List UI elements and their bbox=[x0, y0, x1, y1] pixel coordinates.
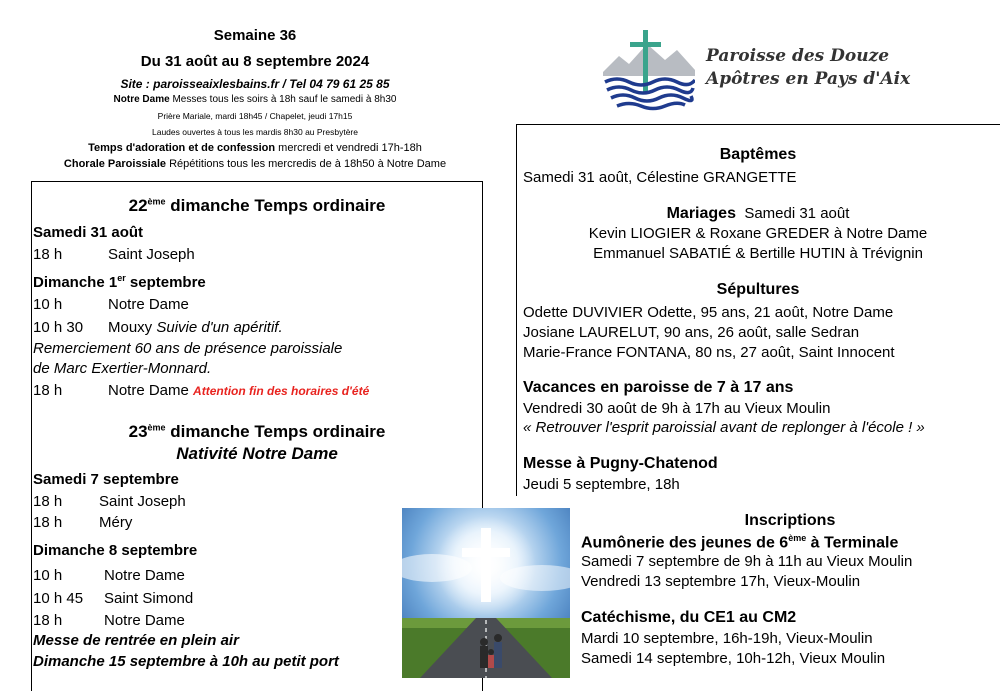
vacances-quote: « Retrouver l'esprit paroissial avant de replonger à l'école ! » bbox=[523, 419, 925, 436]
baptemes-title: Baptêmes bbox=[719, 146, 797, 163]
sunday23-sunday-label: Dimanche 8 septembre bbox=[33, 542, 198, 559]
sunday23-mass-1: 10 h Notre Dame bbox=[33, 567, 185, 584]
summer-hours-alert: Attention fin des horaires d'été bbox=[193, 384, 370, 398]
sepulture-2: Josiane LAURELUT, 90 ans, 26 août, salle Sedran bbox=[523, 324, 860, 341]
adoration-line: Temps d'adoration et de confession mercredi et vendredi 17h-18h bbox=[88, 142, 422, 154]
sunday22-mass-1: 10 h Notre Dame bbox=[33, 296, 189, 313]
sunday22-saturday-mass: 18 h Saint Joseph bbox=[33, 246, 195, 263]
catechisme-title: Catéchisme, du CE1 au CM2 bbox=[581, 609, 797, 626]
masses-line: Notre Dame Messes tous les soirs à 18h sauf le samedi à 8h30 bbox=[113, 94, 397, 105]
sunday23-subtitle: Nativité Notre Dame bbox=[176, 444, 338, 463]
date-range: Du 31 août au 8 septembre 2024 bbox=[140, 53, 370, 70]
choir-line: Chorale Paroissiale Répétitions tous les mercredis de à 18h50 à Notre Dame bbox=[63, 158, 447, 170]
cross-horizontal bbox=[630, 42, 661, 47]
sunday23-saturday-mass-2: 18 h Méry bbox=[33, 514, 133, 531]
outdoor-mass-date: Dimanche 15 septembre à 10h au petit port bbox=[33, 653, 339, 670]
sepulture-3: Marie-France FONTANA, 80 ns, 27 août, Saint Innocent bbox=[523, 344, 895, 361]
sunday22-mass-2-note-2: de Marc Exertier-Monnard. bbox=[33, 360, 212, 377]
mountain-shape bbox=[603, 44, 695, 76]
pugny-date: Jeudi 5 septembre, 18h bbox=[523, 476, 680, 493]
sunday23-mass-3: 18 h Notre Dame bbox=[33, 612, 185, 629]
week-title: Semaine 36 bbox=[213, 27, 297, 44]
sunday23-title: 23ème dimanche Temps ordinaire bbox=[128, 422, 386, 441]
cross-photo bbox=[402, 508, 570, 678]
mariage-2: Emmanuel SABATIÉ & Bertille HUTIN à Trévignin bbox=[593, 245, 923, 262]
bulletin-header bbox=[30, 26, 480, 172]
sunday23-mass-2: 10 h 45 Saint Simond bbox=[33, 590, 194, 607]
parish-name: Paroisse des Douze Apôtres en Pays d'Aix bbox=[706, 46, 911, 89]
vacances-title: Vacances en paroisse de 7 à 17 ans bbox=[523, 379, 794, 396]
site-contact: Site : paroisseaixlesbains.fr / Tel 04 79 61 25 85 bbox=[120, 77, 390, 91]
outdoor-mass-title: Messe de rentrée en plein air bbox=[33, 632, 239, 649]
sunday22-mass-3: 18 h Notre Dame Attention fin des horaires d'été bbox=[33, 382, 370, 399]
sepulture-1: Odette DUVIVIER Odette, 95 ans, 21 août, Notre Dame bbox=[523, 304, 894, 321]
sunday22-sunday-label: Dimanche 1er septembre bbox=[33, 273, 206, 291]
catechisme-date-2: Samedi 14 septembre, 10h-12h, Vieux Moulin bbox=[581, 650, 886, 667]
mariage-1: Kevin LIOGIER & Roxane GREDER à Notre Dame bbox=[588, 225, 928, 242]
pugny-title: Messe à Pugny-Chatenod bbox=[523, 455, 718, 472]
aumonerie-date-2: Vendredi 13 septembre 17h, Vieux-Moulin bbox=[581, 573, 861, 590]
sunday22-saturday-label: Samedi 31 août bbox=[33, 224, 144, 241]
glowing-cross bbox=[481, 528, 491, 602]
aumonerie-date-1: Samedi 7 septembre de 9h à 11h au Vieux Moulin bbox=[581, 553, 913, 570]
sepultures-title: Sépultures bbox=[716, 281, 800, 298]
prayer-line: Prière Mariale, mardi 18h45 / Chapelet, jeudi 17h15 bbox=[157, 111, 353, 121]
sunday23-saturday-mass-1: 18 h Saint Joseph bbox=[33, 493, 186, 510]
inscriptions-title: Inscriptions bbox=[744, 512, 836, 529]
catechisme-date-1: Mardi 10 septembre, 16h-19h, Vieux-Moulin bbox=[581, 630, 873, 647]
aumonerie-title: Aumônerie des jeunes de 6ème à Terminale bbox=[581, 533, 899, 552]
sunday22-mass-2-note-1: Remerciement 60 ans de présence paroissiale bbox=[33, 340, 343, 357]
vacances-date: Vendredi 30 août de 9h à 17h au Vieux Moulin bbox=[523, 400, 831, 417]
sunday22-mass-2: 10 h 30 Mouxy Suivie d'un apéritif. bbox=[33, 319, 283, 336]
sunday23-saturday-label: Samedi 7 septembre bbox=[33, 471, 179, 488]
parish-logo-icon bbox=[603, 26, 695, 112]
mariages-heading: Mariages Samedi 31 août bbox=[666, 205, 850, 222]
lauds-line: Laudes ouvertes à tous les mardis 8h30 au Presbytère bbox=[151, 127, 358, 137]
sunday22-title: 22ème dimanche Temps ordinaire bbox=[128, 196, 386, 215]
baptemes-line: Samedi 31 août, Célestine GRANGETTE bbox=[523, 169, 797, 186]
